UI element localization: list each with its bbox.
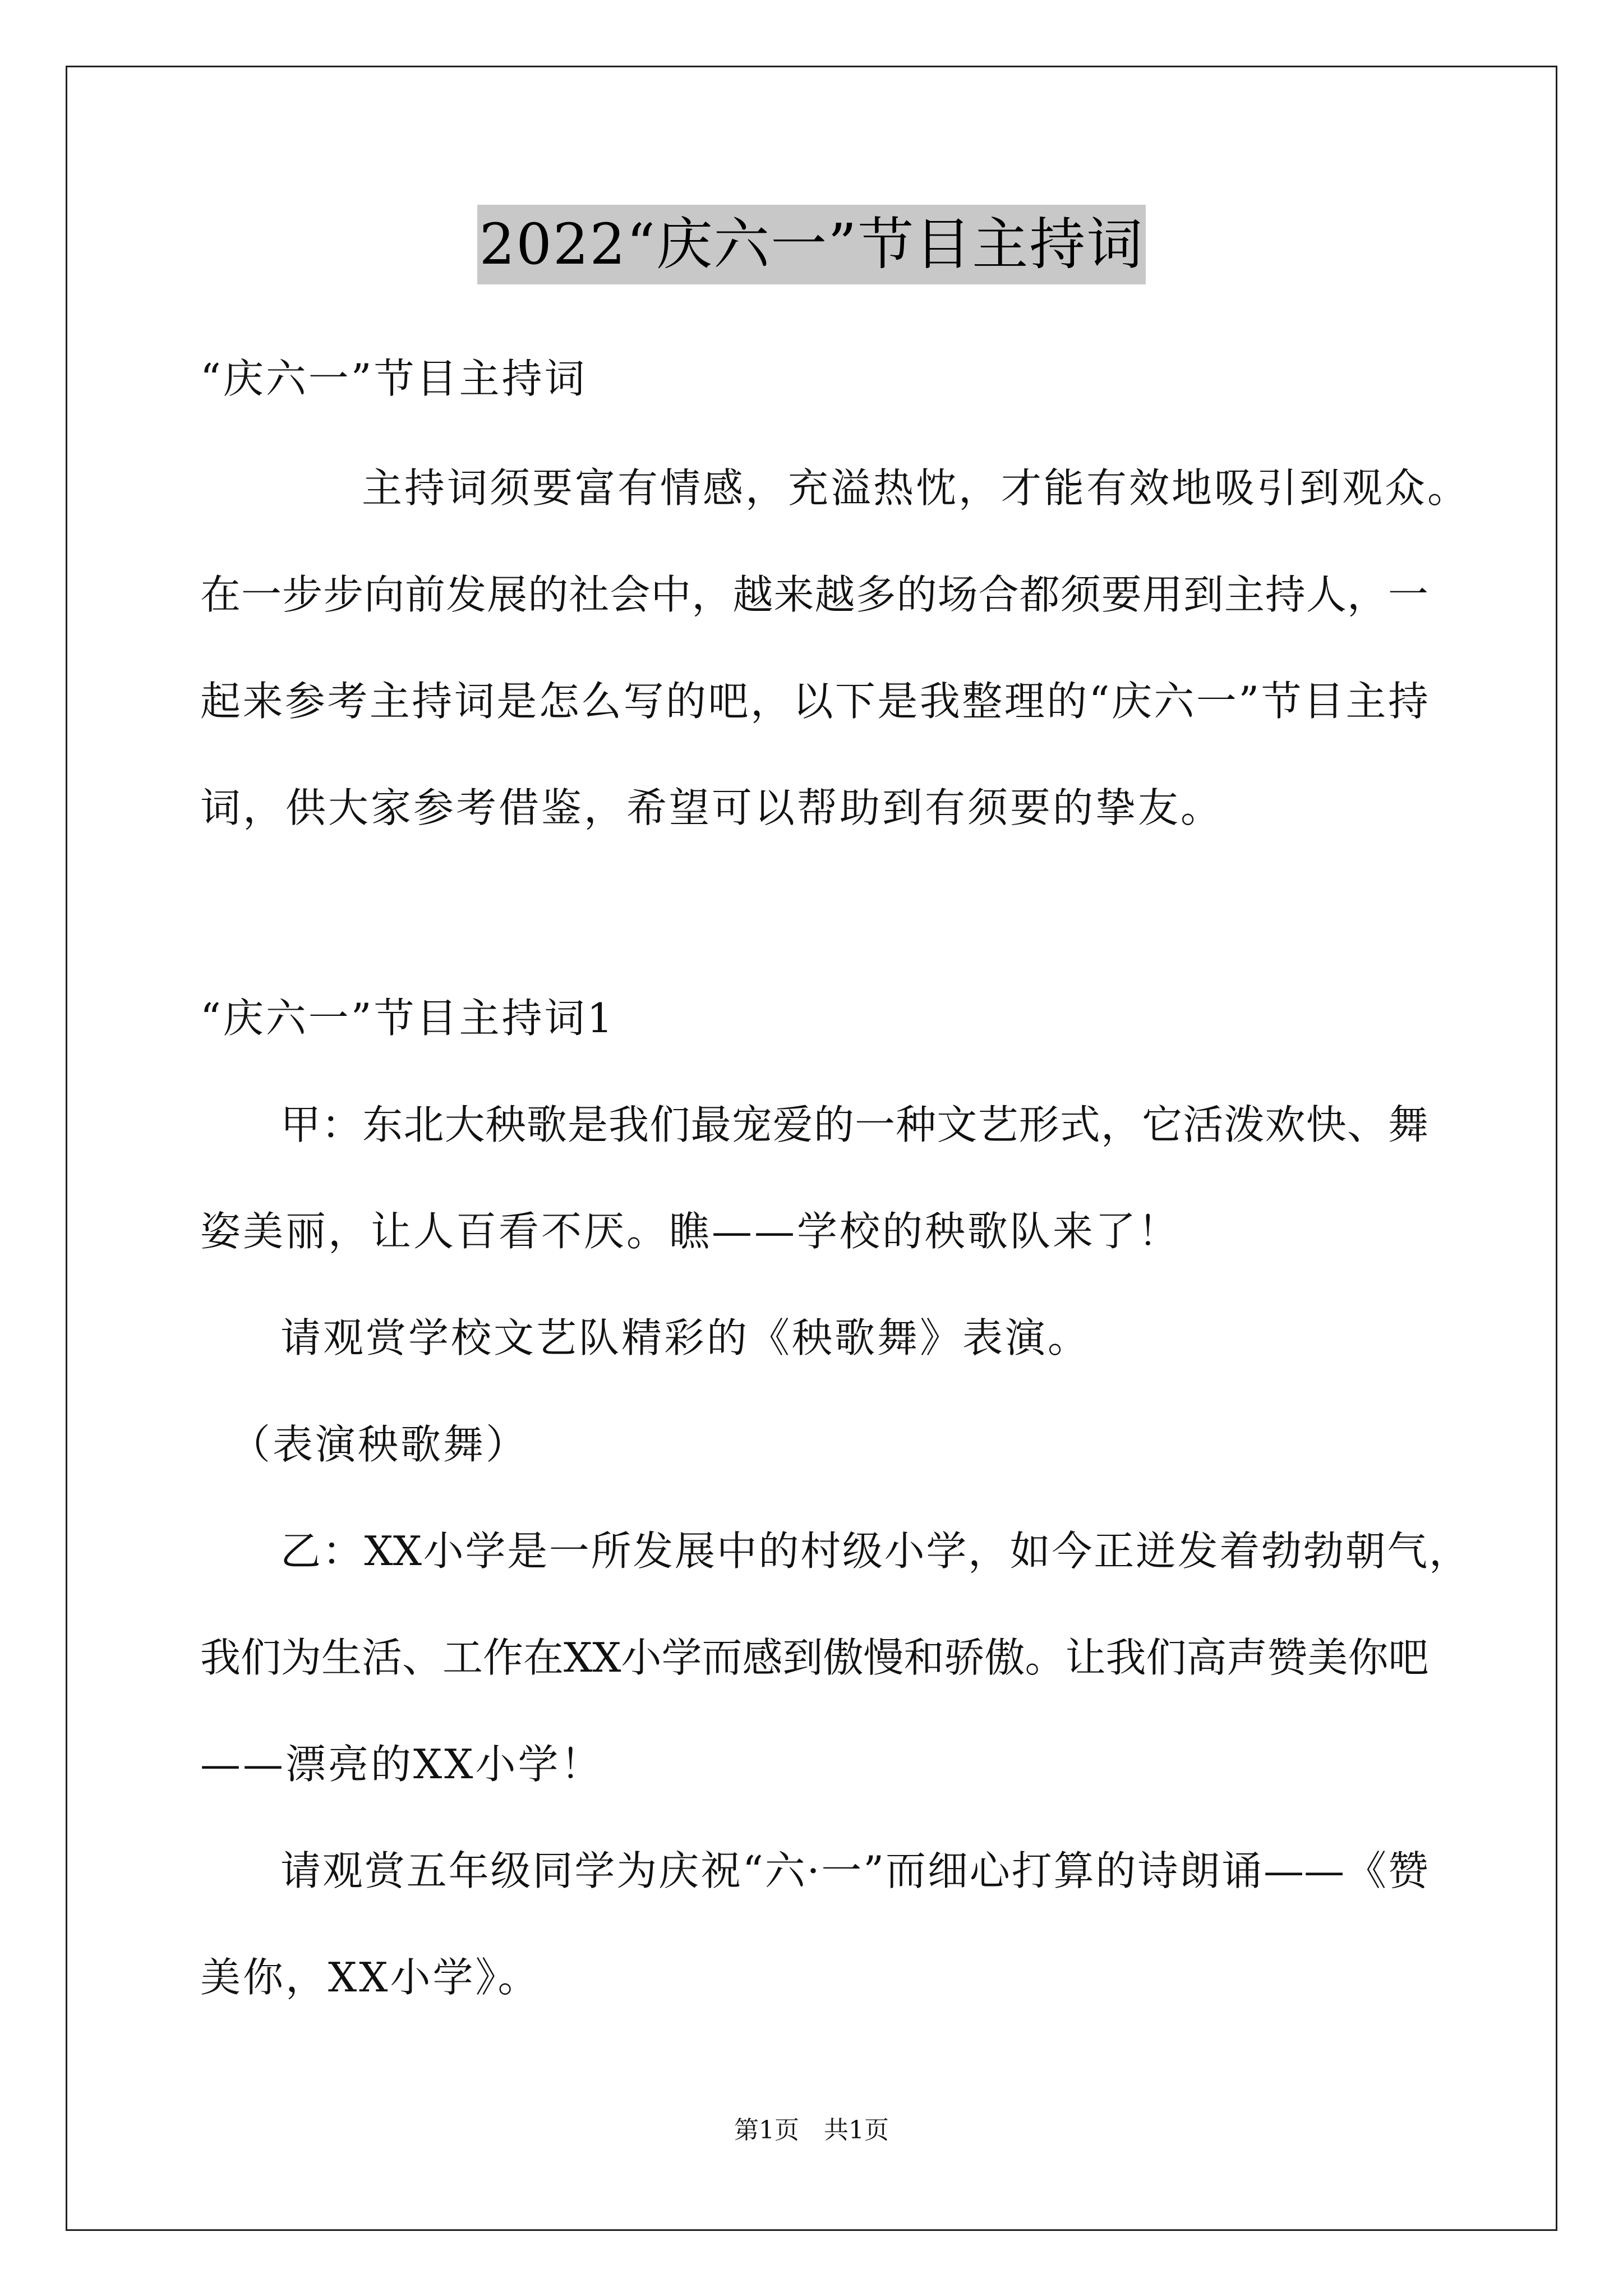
paragraph-line: 起来参考主持词是怎么写的吧，以下是我整理的“庆六一”节目主持: [200, 678, 1428, 725]
paragraph-line: 请观赏五年级同学为庆祝“六·一”而细心打算的诗朗诵——《赞: [280, 1847, 1428, 1894]
paragraph-line: 在一步步向前发展的社会中，越来越多的场合都须要用到主持人，一: [200, 571, 1428, 618]
paragraph-line: 姿美丽，让人百看不厌。瞧——学校的秧歌队来了！: [200, 1208, 1181, 1255]
document-title: 2022“庆六一”节目主持词: [477, 205, 1146, 284]
stage-direction: （表演秧歌舞）: [230, 1421, 529, 1468]
paragraph-line: 乙：XX小学是一所发展中的村级小学，如今正迸发着勃勃朝气，: [280, 1527, 1469, 1575]
section-heading: “庆六一”节目主持词1: [200, 995, 615, 1042]
page-footer: 第1页 共1页: [734, 2116, 889, 2145]
subtitle: “庆六一”节目主持词: [200, 355, 587, 402]
paragraph-line: 我们为生活、工作在XX小学而感到傲慢和骄傲。让我们高声赞美你吧: [200, 1634, 1429, 1681]
paragraph-line: 美你，XX小学》。: [200, 1954, 541, 2001]
title-container: [0, 205, 1623, 284]
paragraph-line: 请观赏学校文艺队精彩的《秧歌舞》表演。: [280, 1314, 1091, 1361]
paragraph-line: 词，供大家参考借鉴，希望可以帮助到有须要的挚友。: [200, 784, 1224, 831]
paragraph-line: 甲：东北大秧歌是我们最宠爱的一种文艺形式，它活泼欢快、舞: [280, 1101, 1428, 1148]
paragraph-line: ——漂亮的XX小学！: [200, 1741, 603, 1788]
paragraph-line: 主持词须要富有情感，充溢热忱，才能有效地吸引到观众。: [362, 464, 1470, 512]
